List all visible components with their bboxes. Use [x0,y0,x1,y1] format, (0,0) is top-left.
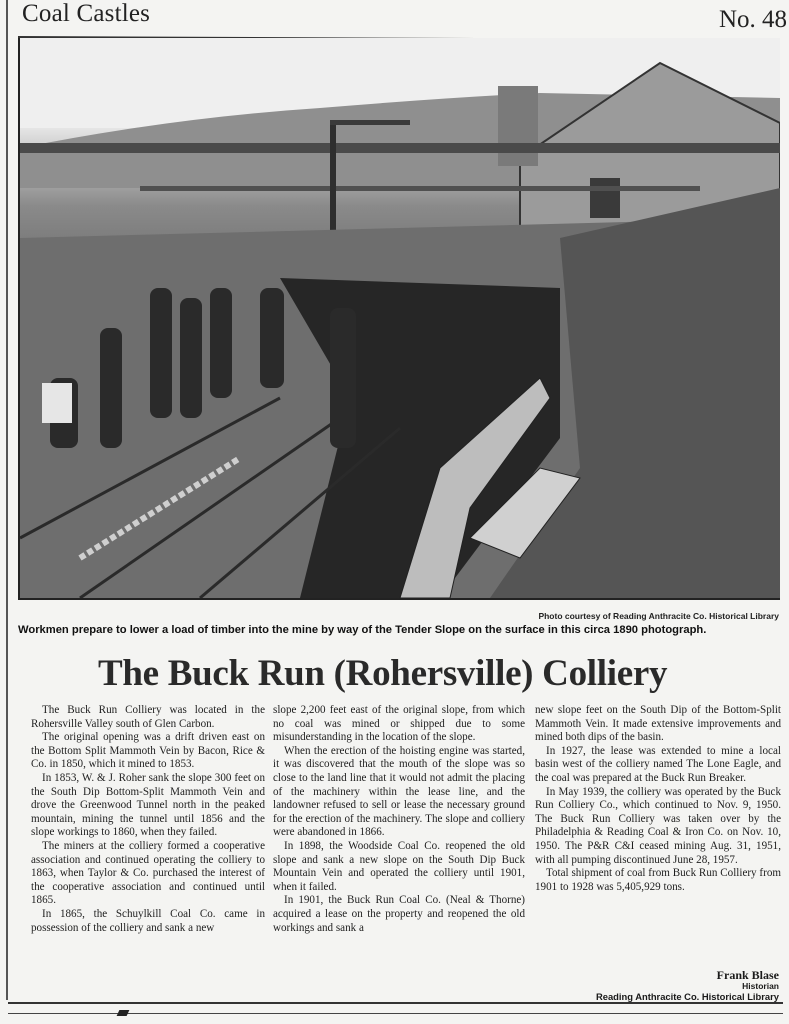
article-column-1 [31,704,265,935]
paragraph: In 1853, W. & J. Roher sank the slope 300 feet on the South Dip Bottom-Split Mammoth Vein and drove the Greenwood Tunnel north in the peaked mountain, mining the tunnel until 1856 and the slope workings to 1860, when they failed. [31,771,265,839]
paragraph: slope 2,200 feet east of the original slope, from which no coal was mined or shipped due to some misunderstanding in the location of the slope. [273,704,525,744]
paragraph: The miners at the colliery formed a cooperative association and continued operating the colliery to 1863, when Taylor & Co. purchased the interest of the cooperative association and continued until 1865. [31,839,265,907]
article-column-3 [535,704,781,894]
paragraph: In May 1939, the colliery was operated by the Buck Run Colliery Co., which continued to Nov. 9, 1950. The Buck Run Colliery was taken over by the Philadelphia & Reading Coal & Iron Co. on Nov. 10, 1950. The P&R C&I ceased mining Aug. 31, 1951, with all pumping discontinued June 28, 1957. [535,785,781,866]
photo-credit: Photo courtesy of Reading Anthracite Co. Historical Library [538,611,779,621]
paragraph: The Buck Run Colliery was located in the Rohersville Valley south of Glen Carbon. [31,704,265,730]
paragraph: Total shipment of coal from Buck Run Colliery from 1901 to 1928 was 5,405,929 tons. [535,867,781,893]
paragraph: new slope feet on the South Dip of the Bottom-Split Mammoth Vein. It made extensive improvements and mined both dips of the basin. [535,704,781,744]
paragraph: In 1901, the Buck Run Coal Co. (Neal & Thorne) acquired a lease on the property and reopened the old workings and sank a [273,894,525,934]
byline-name: Frank Blase [716,968,779,982]
article-headline: The Buck Run (Rohersville) Colliery [98,653,668,694]
series-title: Coal Castles [22,0,151,27]
paragraph: In 1865, the Schuylkill Coal Co. came in possession of the colliery and sank a new [31,907,265,934]
photo-illustration [20,38,780,598]
page-left-border [6,0,8,1000]
photo-caption: Workmen prepare to lower a load of timber into the mine by way of the Tender Slope on the surface in this circa 1890 photograph. [18,624,707,636]
paragraph: In 1927, the lease was extended to mine a local basin west of the colliery named The Lone Eagle, and the coal was prepared at the Buck Run Breaker. [535,744,781,784]
byline-organization: Reading Anthracite Co. Historical Library [595,991,779,1002]
footer-mark [117,1010,130,1016]
byline-role: Historian [742,981,779,991]
issue-number: No. 48 [718,6,787,33]
footer-rule [8,1002,783,1004]
historical-photo [18,38,780,600]
paragraph: In 1898, the Woodside Coal Co. reopened the old slope and sank a new slope on the South Dip Buck Mountain Vein and operated the colliery until 1901, when it failed. [273,839,525,893]
article-column-2 [273,704,525,935]
paragraph: When the erection of the hoisting engine was started, it was discovered that the mouth of the slope was so close to the land line that it would not admit the placing of the machinery within the lease line, and the landowner refused to sell or lease the necessary ground for the erection of the machinery. The slope and colliery were abandoned in 1866. [273,744,525,839]
paragraph: The original opening was a drift driven east on the Bottom Split Mammoth Vein by Bacon, Rice & Co. in 1850, which it mined to 1853. [31,731,265,771]
